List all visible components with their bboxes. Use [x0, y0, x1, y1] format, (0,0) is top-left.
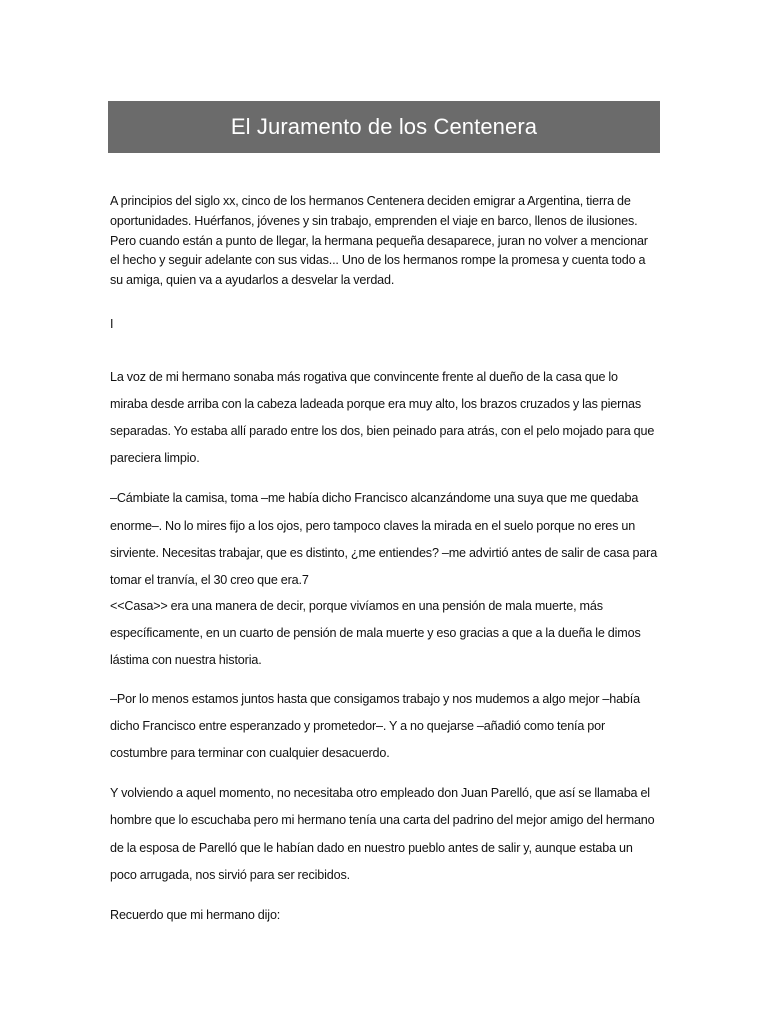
paragraph: Recuerdo que mi hermano dijo: [110, 907, 281, 922]
chapter-number: I [110, 317, 114, 331]
synopsis-block [110, 192, 658, 291]
document-title: El Juramento de los Centenera [230, 114, 538, 139]
paragraph: –Cámbiate la camisa, toma –me había dicho Francisco alcanzándome una suya que me quedaba enorme–. No lo mires fijo a los ojos, pero tampoco claves la mirada en el suelo porque no eres un sirviente. Necesitas trabajar, que es distinto, ¿me entiendes? –me advirtió antes de salir de casa para tomar el tranvía, el 30 creo que era.7 [110, 491, 658, 588]
synopsis-paragraph: A principios del siglo xx, cinco de los hermanos Centenera deciden emigrar a Argentina, tierra de oportunidades. Huérfanos, jóvenes y sin trabajo, emprenden el viaje en barco, llenos de ilusiones. Pero cuando están a punto de llegar, la hermana pequeña desaparece, juran no volver a mencionar el hecho y seguir adelante con sus vidas... Uno de los hermanos rompe la promesa y cuenta todo a su amiga, quien va a ayudarlos a desvelar la verdad. [110, 194, 648, 288]
text-block-1 [110, 351, 658, 607]
paragraph: La voz de mi hermano sonaba más rogativa que convincente frente al dueño de la casa que lo miraba desde arriba con la cabeza ladeada porque era muy alto, los brazos cruzados y las piernas separadas. Yo estaba allí parado entre los dos, bien peinado para atrás, con el pelo mojado para que pareciera limpio. [110, 369, 655, 466]
text-block-3 [110, 673, 658, 942]
paragraph: Y volviendo a aquel momento, no necesitaba otro empleado don Juan Parelló, que así se llamaba el hombre que lo escuchaba pero mi hermano tenía una carta del padrino del mejor amigo del hermano de la esposa de Parelló que le habían dado en nuestro pueblo antes de salir y, aunque estaba un poco arrugada, nos sirvió para ser recibidos. [110, 786, 655, 882]
title-banner [108, 101, 660, 153]
text-block-2 [110, 580, 658, 687]
paragraph: <<Casa>> era una manera de decir, porque vivíamos en una pensión de mala muerte, más específicamente, en un cuarto de pensión de mala muerte y eso gracias a que a la dueña le dimos lástima con nuestra historia. [110, 598, 641, 668]
paragraph: –Por lo menos estamos juntos hasta que consigamos trabajo y nos mudemos a algo mejor –había dicho Francisco entre esperanzado y prometedor–. Y a no quejarse –añadió como tenía por costumbre para terminar con cualquier desacuerdo. [110, 691, 640, 761]
